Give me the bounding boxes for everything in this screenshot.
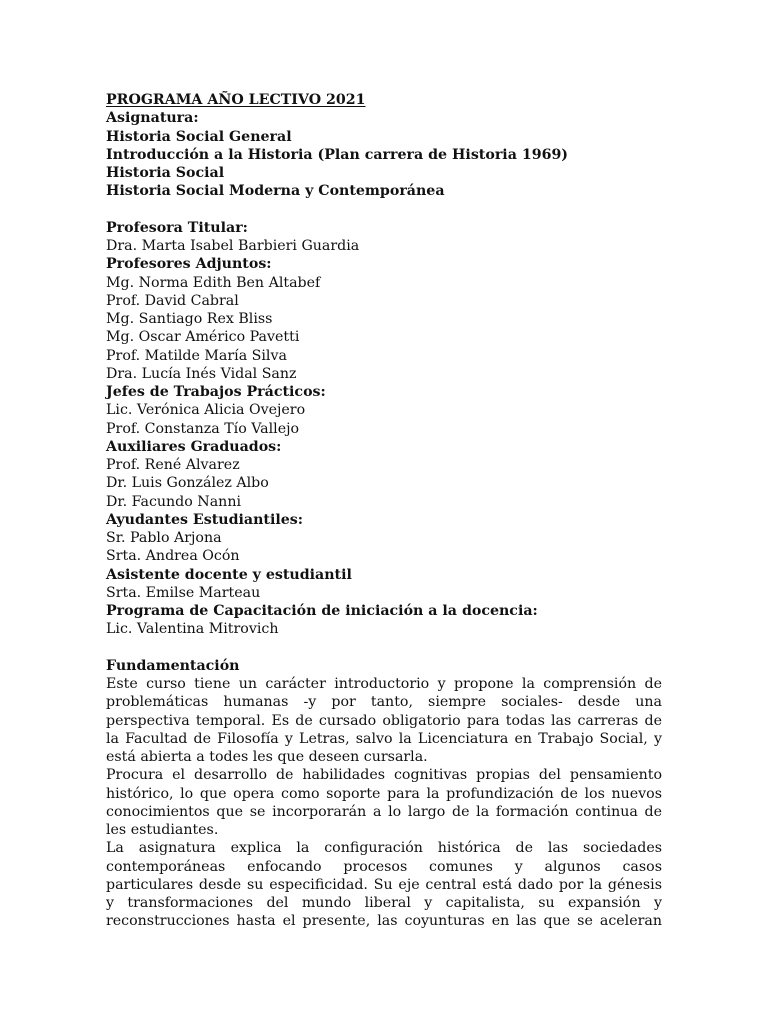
paragraph-line: y transformaciones del mundo liberal y capitalista, su expansión y	[106, 895, 662, 911]
staff-member: Mg. Santiago Rex Bliss	[106, 311, 273, 327]
paragraph-line: está abierta a todes les que deseen cursarla.	[106, 749, 428, 765]
fundamentacion-heading: Fundamentación	[106, 657, 240, 674]
blank-line	[106, 639, 662, 657]
paragraph-line: histórico, lo que opera como soporte para la profundización de los nuevos	[106, 785, 662, 802]
subject-name: Historia Social General	[106, 128, 292, 145]
paragraph-line: perspectiva temporal. Es de cursado obligatorio para todas las carreras de	[106, 712, 662, 729]
subject-name: Historia Social Moderna y Contemporánea	[106, 183, 445, 200]
paragraph-line: Procura el desarrollo de habilidades cognitivas propias del pensamiento	[106, 767, 662, 784]
staff-member: Prof. René Alvarez	[106, 457, 240, 473]
asistente-label: Asistente docente y estudiantil	[106, 566, 352, 583]
fundamentacion-paragraph	[106, 675, 662, 766]
adjuntos-label: Profesores Adjuntos:	[106, 256, 272, 273]
paragraph-line: conocimientos que se incorporarán a lo largo de la formación continua de	[106, 803, 662, 820]
staff-member: Dr. Facundo Nanni	[106, 493, 241, 510]
paragraph-line: les estudiantes.	[106, 822, 219, 838]
paragraph-line: contemporáneas enfocando procesos comunes y algunos casos	[106, 858, 662, 875]
subject-name: Introducción a la Historia (Plan carrera de Historia 1969)	[106, 146, 569, 163]
staff-member: Srta. Emilse Marteau	[106, 584, 261, 601]
paragraph-line: particulares desde su especificidad. Su eje central está dado por la génesis	[106, 876, 662, 893]
jtp-label: Jefes de Trabajos Prácticos:	[106, 384, 326, 400]
program-title: PROGRAMA AÑO LECTIVO 2021	[106, 92, 366, 108]
subject-name: Historia Social	[106, 165, 225, 181]
staff-member: Sr. Pablo Arjona	[106, 530, 222, 546]
staff-member: Prof. David Cabral	[106, 292, 239, 309]
staff-member: Dr. Luis González Albo	[106, 475, 269, 492]
fundamentacion-paragraph	[106, 766, 662, 839]
staff-member: Mg. Norma Edith Ben Altabef	[106, 274, 321, 291]
ayudantes-label: Ayudantes Estudiantiles:	[106, 511, 303, 528]
titular-label: Profesora Titular:	[106, 219, 248, 236]
staff-member: Srta. Andrea Ocón	[106, 548, 240, 565]
staff-member: Lic. Verónica Alicia Ovejero	[106, 402, 306, 419]
auxiliares-label: Auxiliares Graduados:	[106, 438, 282, 455]
staff-member: Prof. Matilde María Silva	[106, 347, 287, 364]
fundamentacion-paragraph	[106, 839, 662, 930]
document-page	[106, 91, 662, 931]
paragraph-line: problemáticas humanas -y por tanto, siempre sociales- desde una	[106, 694, 662, 711]
staff-member: Dra. Marta Isabel Barbieri Guardia	[106, 238, 360, 254]
paragraph-line: Este curso tiene un carácter introductorio y propone la comprensión de	[106, 676, 662, 692]
paragraph-line: reconstrucciones hasta el presente, las coyunturas en las que se aceleran	[106, 913, 662, 930]
staff-member: Prof. Constanza Tío Vallejo	[106, 420, 300, 437]
staff-member: Lic. Valentina Mitrovich	[106, 621, 279, 638]
capacitacion-label: Programa de Capacitación de iniciación a la docencia:	[106, 603, 538, 619]
blank-line	[106, 201, 662, 219]
paragraph-line: la Facultad de Filosofía y Letras, salvo la Licenciatura en Trabajo Social, y	[106, 730, 662, 747]
staff-member: Mg. Oscar Américo Pavetti	[106, 329, 300, 346]
paragraph-line: La asignatura explica la configuración histórica de las sociedades	[106, 840, 662, 857]
staff-member: Dra. Lucía Inés Vidal Sanz	[106, 365, 297, 382]
subject-label: Asignatura:	[106, 110, 199, 127]
